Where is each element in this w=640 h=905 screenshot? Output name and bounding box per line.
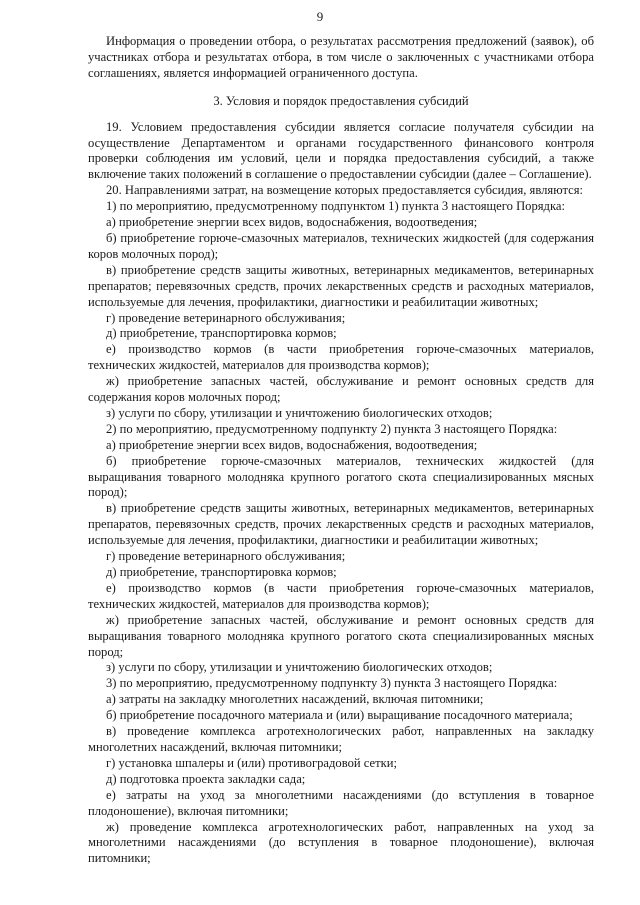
- group-3: [88, 676, 594, 867]
- page-number: 9: [316, 9, 324, 24]
- document-body: [88, 34, 594, 867]
- list-item: а) затраты на закладку многолетних насаждений, включая питомники;: [106, 692, 484, 707]
- list-item: г) проведение ветеринарного обслуживания;: [106, 310, 346, 325]
- list-item: в) приобретение средств защиты животных, ветеринарных медикаментов, ветеринарных препаратов, перевязочных средств, прочих лекарственных средств и расходных материалов, используемые для лечения, профилактики, диагностики и реабилитации животных;: [88, 501, 594, 548]
- group-2: [88, 422, 594, 677]
- list-item: е) затраты на уход за многолетними насаждениями (до вступления в товарное плодоношение), включая питомники;: [88, 787, 594, 818]
- intro-paragraph: Информация о проведении отбора, о результатах рассмотрения предложений (заявок), об участниках отбора и результатах отбора, в том числе о заключенных с участниками отбора соглашениях, является информацией ограниченного доступа.: [88, 34, 594, 80]
- list-item: з) услуги по сбору, утилизации и уничтожению биологических отходов;: [106, 405, 493, 420]
- paragraph-19: 19. Условием предоставления субсидии является согласие получателя субсидии на осуществление Департаментом и органами государственного финансового контроля проверки соблюдения им условий, цели и порядка предоставления субсидий, а также включение таких положений в соглашение о предоставлении субсидии (далее – Соглашение).: [88, 119, 594, 182]
- list-item: д) приобретение, транспортировка кормов;: [106, 326, 337, 341]
- section-title: 3. Условия и порядок предоставления субсидий: [213, 93, 469, 108]
- list-item: б) приобретение посадочного материала и (или) выращивание посадочного материала;: [106, 708, 573, 723]
- list-item: б) приобретение горюче-смазочных материалов, технических жидкостей (для содержания коров молочных пород);: [88, 230, 594, 261]
- group-2-title: 2) по мероприятию, предусмотренному подпункту 2) пункта 3 настоящего Порядка:: [106, 421, 558, 436]
- group-3-title: 3) по мероприятию, предусмотренному подпункту 3) пункта 3 настоящего Порядка:: [106, 676, 558, 691]
- list-item: в) проведение комплекса агротехнологических работ, направленных на закладку многолетних насаждений, включая питомники;: [88, 724, 594, 754]
- list-item: в) приобретение средств защиты животных, ветеринарных медикаментов, ветеринарных препаратов; перевязочных средств, прочих лекарственных средств и расходных материалов, используемые для лечения, профилактики, диагностики и реабилитации животных;: [88, 262, 594, 309]
- list-item: а) приобретение энергии всех видов, водоснабжения, водоотведения;: [106, 437, 478, 452]
- list-item: д) приобретение, транспортировка кормов;: [106, 565, 337, 579]
- list-item: е) производство кормов (в части приобретения горюче-смазочных материалов, технических жидкостей, материалов для производства кормов);: [88, 342, 594, 373]
- list-item: б) приобретение горюче-смазочных материалов, технических жидкостей (для выращивания товарного молодняка крупного рогатого скота специализированных мясных пород);: [88, 453, 594, 500]
- list-item: ж) приобретение запасных частей, обслуживание и ремонт основных средств для выращивания товарного молодняка крупного рогатого скота специализированных мясных пород;: [88, 612, 594, 659]
- list-item: ж) проведение комплекса агротехнологических работ, направленных на уход за многолетними насаждениями (до вступления в товарное плодоношение), включая питомники;: [88, 819, 594, 866]
- list-item: г) установка шпалеры и (или) противоградовой сетки;: [106, 755, 397, 770]
- list-item: е) производство кормов (в части приобретения горюче-смазочных материалов, технических жидкостей, материалов для производства кормов);: [88, 580, 594, 611]
- list-item: г) проведение ветеринарного обслуживания;: [106, 549, 346, 564]
- group-1-title: 1) по мероприятию, предусмотренному подпунктом 1) пункта 3 настоящего Порядка:: [106, 199, 565, 214]
- list-item: а) приобретение энергии всех видов, водоснабжения, водоотведения;: [106, 215, 478, 230]
- paragraph-20: 20. Направлениями затрат, на возмещение которых предоставляется субсидия, являются:: [106, 183, 583, 198]
- list-item: ж) приобретение запасных частей, обслуживание и ремонт основных средств для содержания коров молочных пород;: [88, 374, 594, 405]
- list-item: д) подготовка проекта закладки сада;: [106, 771, 306, 786]
- group-1: [88, 199, 594, 422]
- list-item: з) услуги по сбору, утилизации и уничтожению биологических отходов;: [106, 660, 493, 675]
